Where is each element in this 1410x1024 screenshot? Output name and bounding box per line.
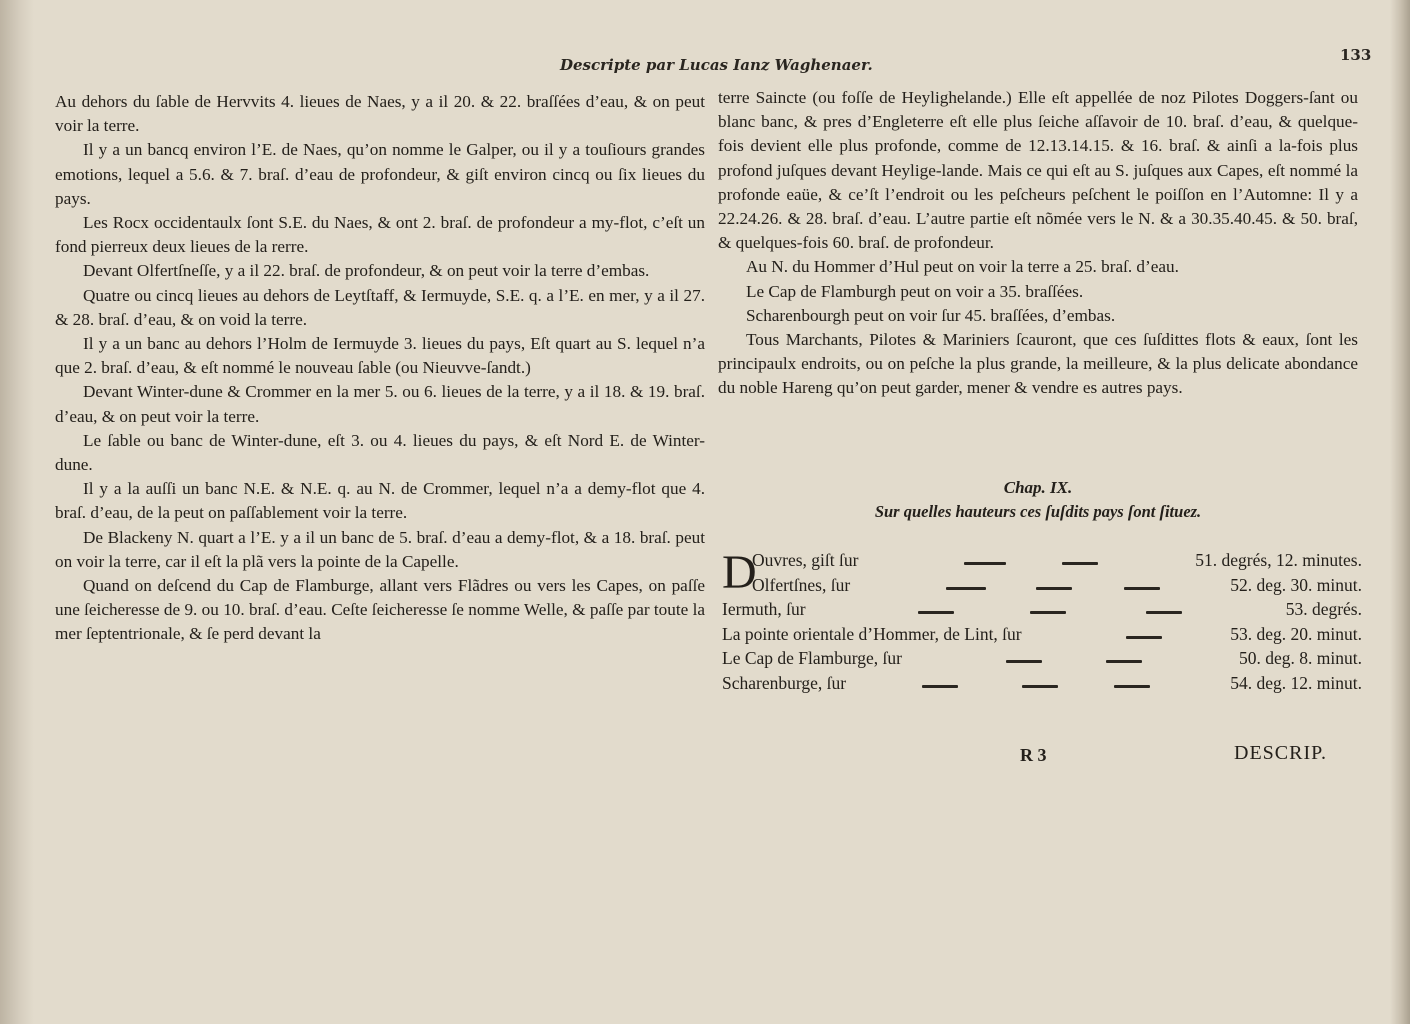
paragraph: Le Cap de Flamburgh peut on voir a 35. braſſées. — [746, 281, 1084, 301]
latitude-value: 50. deg. 8. minut. — [1239, 648, 1362, 668]
place-name: Scharenburge, ſur — [722, 672, 847, 693]
table-row — [722, 648, 1362, 673]
leader-dash — [1126, 636, 1162, 639]
page-number: 133 — [1340, 46, 1372, 64]
leader-dash — [1036, 587, 1072, 590]
leader-dash — [1022, 685, 1058, 688]
paragraph: Au dehors du ſable de Hervvits 4. lieues de Naes, y a il 20. & 22. braſſées d’eau, & on peut voir la terre. — [55, 92, 705, 136]
leader-dash — [946, 587, 986, 590]
paragraph: Quand on deſcend du Cap de Flamburge, allant vers Flãdres ou vers les Capes, on paſſe une ſeicheresse de 9. ou 10. braſ. d’eau. Ceſte ſeicheresse ſe nomme Welle, & paſſe par toute la mer ſeptentrionale, & ſe perd devant la — [55, 576, 705, 644]
leader-dash — [1114, 685, 1150, 688]
place-name: La pointe orientale d’Hommer, de Lint, ſur — [722, 623, 1022, 644]
place-name: Ouvres, giſt ſur — [752, 550, 859, 570]
left-text-column — [55, 90, 705, 647]
latitude-value: 53. degrés. — [1285, 599, 1362, 619]
chapter-subtitle: Sur quelles hauteurs ces ſuſdits pays ſont ſituez. — [874, 502, 1202, 521]
paragraph: De Blackeny N. quart a l’E. y a il un banc de 5. braſ. d’eau a demy-flot, & a 18. braſ. peut on voir la terre, car il eſt la plã vers la pointe de la Capelle. — [55, 527, 705, 571]
running-head: Descripte par Lucas Ianz Waghenaer. — [560, 56, 873, 74]
paragraph: Les Rocx occidentaulx ſont S.E. du Naes, & ont 2. braſ. de profondeur a my-flot, c’eſt un fond pierreux deux lieues de la rerre. — [55, 213, 705, 257]
table-row — [722, 575, 1362, 600]
leader-dash — [964, 562, 1006, 565]
leader-dash — [1106, 660, 1142, 663]
right-text-column — [718, 86, 1358, 401]
place-name: Le Cap de Flamburge, ſur — [722, 648, 902, 668]
leader-dash — [1030, 611, 1066, 614]
chapter-heading — [718, 476, 1358, 524]
table-row — [722, 673, 1362, 698]
table-row — [722, 624, 1362, 649]
chapter-title: Chap. IX. — [1003, 478, 1073, 497]
paragraph: Il y a un banc au dehors l’Holm de Iermuyde 3. lieues du pays, Eſt quart au S. lequel n’a que 2. braſ. d’eau, & eſt nommé le nouveau ſable (ou Nieuvve-ſandt.) — [55, 334, 705, 378]
paragraph: Devant Olfertſneſſe, y a il 22. braſ. de profondeur, & on peut voir la terre d’embas. — [83, 261, 650, 281]
place-name: Olfertſnes, ſur — [752, 574, 851, 595]
leader-dash — [922, 685, 958, 688]
paragraph: Le ſable ou banc de Winter-dune, eſt 3. ou 4. lieues du pays, & eſt Nord E. de Winter-dune. — [55, 430, 705, 475]
paragraph: Devant Winter-dune & Crommer en la mer 5. ou 6. lieues de la terre, y a il 18. & 19. braſ. d’eau, & on peut voir la terre. — [55, 382, 705, 426]
latitude-table — [722, 546, 1362, 697]
latitude-value: 51. degrés, 12. minutes. — [1195, 550, 1362, 570]
leader-dash — [1006, 660, 1042, 663]
paragraph: terre Saincte (ou foſſe de Heylighelande.) Elle eſt appellée de noz Pilotes Doggers-ſant ou blanc banc, & pres d’Engleterre eſt elle plus ſeiche aſſavoir de 10. braſ. d’eau, & quelque-fois devient elle plus profonde, comme de 12.13.14.15. & 16. braſ. & ainſi a la-fois plus profond juſques devant Heylige-lande. Mais ce qui eſt au S. juſques aux Capes, eſt nommé la profonde eaüe, & ce’ſt l’endroit ou les peſcheurs peſchent le poiſſon en l’Automne: Il y a 22.24.26. & 28. braſ. d’eau. L’autre partie eſt nõmée vers le N. & a 30.35.40.45. & 50. braſ, & quelques-fois 60. braſ. de profondeur. — [718, 88, 1358, 253]
latitude-value: 54. deg. 12. minut. — [1230, 672, 1362, 693]
table-row — [722, 550, 1362, 575]
place-name: Iermuth, ſur — [722, 599, 806, 619]
latitude-value: 52. deg. 30. minut. — [1230, 574, 1362, 595]
table-row — [722, 599, 1362, 624]
catchword: DESCRIP. — [1234, 742, 1328, 764]
paragraph: Scharenbourgh peut on voir ſur 45. braſſées, d’embas. — [746, 305, 1116, 325]
paragraph: Quatre ou cincq lieues au dehors de Leytſtaff, & Iermuyde, S.E. q. a l’E. en mer, y a il 27. & 28. braſ. d’eau, & on void la terre. — [55, 285, 705, 329]
signature-mark: R 3 — [1020, 745, 1047, 765]
paragraph: Il y a la auſſi un banc N.E. & N.E. q. au N. de Crommer, lequel n’a a demy-flot que 4. braſ. d’eau, de la peut on paſſablement voir la terre. — [55, 479, 705, 523]
leader-dash — [1146, 611, 1182, 614]
leader-dash — [918, 611, 954, 614]
drop-cap: D — [722, 546, 757, 599]
leader-dash — [1124, 587, 1160, 590]
latitude-value: 53. deg. 20. minut. — [1230, 623, 1362, 644]
leader-dash — [1062, 562, 1098, 565]
paragraph: Il y a un bancq environ l’E. de Naes, qu’on nomme le Galper, ou il y a touſiours grandes emotions, lequel a 5.6. & 7. braſ. d’eau de profondeur, & giſt environ cincq ou ſix lieues du pays. — [55, 140, 705, 208]
paragraph: Au N. du Hommer d’Hul peut on voir la terre a 25. braſ. d’eau. — [746, 257, 1179, 277]
paragraph: Tous Marchants, Pilotes & Mariniers ſcauront, que ces ſuſdittes flots & eaux, ſont les principaulx endroits, ou on peſche la plus grande, la meilleure, & la plus delicate abondance du noble Hareng qu’on peut garder, mener & vendre es autres pays. — [718, 330, 1358, 398]
